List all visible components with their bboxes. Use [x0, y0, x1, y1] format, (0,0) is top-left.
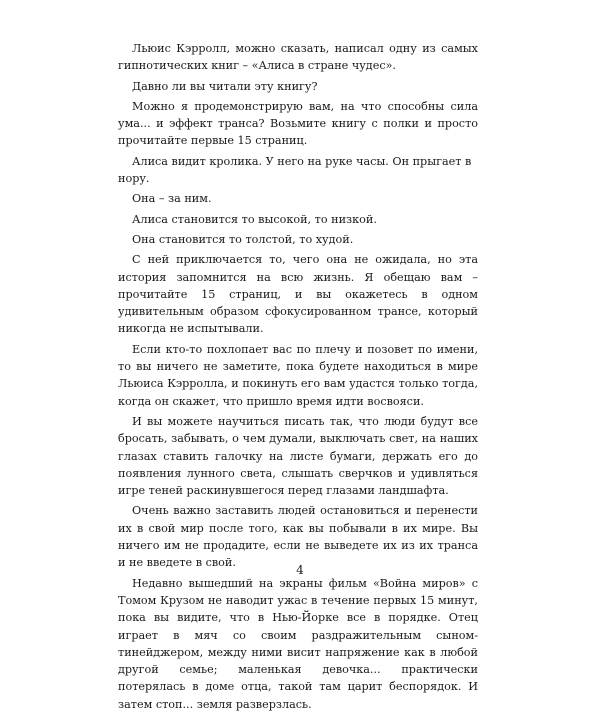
- page-number: 4: [296, 563, 304, 577]
- paragraph-12: Недавно вышедший на экраны фильм «Война миров» с Томом Крузом не наводит ужас в течение первых 15 минут, пока вы видите, что в Нью-Йорке все в порядке. Отец играет в мяч со своим раздражительным сыном-тинейджером, между ними висит напряжение как в любой другой семье; маленькая девочка... практически потерялась в доме отца, такой там царит беспорядок. И затем стоп... земля разверзлась.: [118, 576, 478, 711]
- paragraph-3: Можно я продемонстрирую вам, на что способны сила ума... и эффект транса? Возьмите книгу с полки и просто прочитайте первые 15 страниц.: [118, 99, 478, 148]
- paragraph-11: Очень важно заставить людей остановиться и перенести их в свой мир после того, как вы побывали в их мире. Вы ничего им не продадите, если не выведете их из их транса и не введете в свой.: [118, 504, 478, 570]
- body-text: [118, 40, 478, 716]
- paragraph-10: И вы можете научиться писать так, что люди будут все бросать, забывать, о чем думали, выключать свет, на наших глазах ставить галочку на листе бумаги, держать его до появления лунного света, слышать сверчков и удивляться игре теней раскинувшегося перед глазами ландшафта.: [118, 414, 478, 498]
- paragraph-7: Она становится то толстой, то худой.: [132, 232, 354, 246]
- paragraph-2: Давно ли вы читали эту книгу?: [132, 79, 318, 93]
- paragraph-1: Льюис Кэрролл, можно сказать, написал одну из самых гипнотических книг – «Алиса в стране чудес».: [118, 42, 478, 73]
- paragraph-8: С ней приключается то, чего она не ожидала, но эта история запомнится на всю жизнь. Я обещаю вам – прочитайте 15 страниц, и вы окажетесь в одном удивительным образом сфокусированном трансе, который никогда не испытывали.: [118, 253, 478, 336]
- paragraph-9: Если кто-то похлопает вас по плечу и позовет по имени, то вы ничего не заметите, пока будете находиться в мире Льюиса Кэрролла, и покинуть его вам удастся только тогда, когда он скажет, что пришло время идти восвояси.: [118, 342, 478, 408]
- paragraph-4: Алиса видит кролика. У него на руке часы. Он прыгает в нору.: [118, 154, 472, 186]
- paragraph-6: Алиса становится то высокой, то низкой.: [132, 212, 377, 226]
- paragraph-5: Она – за ним.: [132, 192, 212, 206]
